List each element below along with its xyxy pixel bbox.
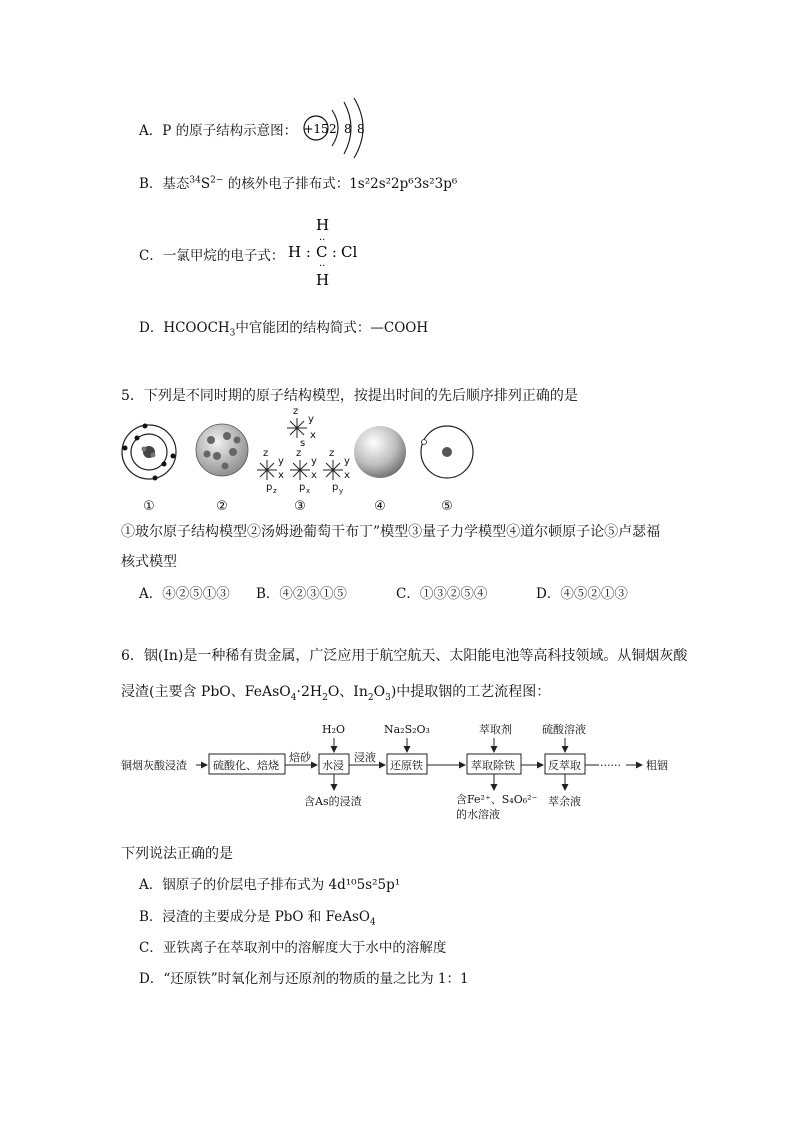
q6-stem2-b: ·2H (296, 684, 323, 700)
bohr-model (122, 424, 176, 481)
orbital-py-axis-y: y (344, 456, 350, 467)
q5-option-b: B．④②③①⑤ (256, 586, 347, 602)
flow-box2-label: 水浸 (322, 759, 344, 772)
orbital-px-sub: x (306, 487, 311, 495)
orbital-pz-axis-y: y (278, 456, 284, 467)
q6-stem2-e: )中提取铟的工艺流程图： (390, 684, 551, 700)
q6-option-b (139, 905, 376, 928)
ester-formula: HCOOCH (163, 320, 230, 336)
rutherford-model (421, 426, 473, 478)
orbital-py-axis-z: z (329, 448, 335, 459)
atomic-models-figure (115, 404, 485, 516)
dot-h-left: H (288, 243, 302, 261)
q6-ask: 下列说法正确的是 (121, 846, 233, 862)
plum-pudding-model (196, 424, 248, 476)
flow-box3-label: 还原铁 (390, 759, 423, 772)
orbital-px-axis-y: y (311, 456, 317, 467)
dalton-sphere-model (354, 426, 406, 478)
model-label-1: ① (143, 499, 155, 514)
process-flow-chart (118, 712, 688, 824)
q6-option-b-text: B．浸渣的主要成分是 PbO 和 FeAsO (139, 909, 370, 925)
q4-option-d-prefix: D． (139, 320, 164, 336)
dot-colon-left: : (306, 245, 311, 261)
q4-option-b-prefix: B．基态 (139, 176, 190, 192)
orbital-px-axis-x: x (311, 470, 317, 481)
q6-stem2-sub3: 2 (367, 692, 374, 703)
ester-formula-sub: 3 (229, 328, 236, 339)
q4-option-a-text: A．P 的原子结构示意图： (139, 123, 298, 139)
q4-option-b-mid: 的核外电子排布式： (223, 176, 350, 192)
orbital-s-axis-y: y (308, 414, 314, 425)
orbital-s-axis-x: x (310, 430, 316, 441)
q6-option-d: D．“还原铁”时氧化剂与还原剂的物质的量之比为 1：1 (139, 971, 469, 987)
q6-stem2-sub1: 4 (290, 692, 297, 703)
q5-stem: 5．下列是不同时期的原子结构模型，按提出时间的先后顺序排列正确的是 (121, 388, 578, 404)
model-label-3: ③ (294, 499, 306, 514)
orbital-pz-axis-z: z (263, 448, 269, 459)
q4-option-c-text: C．一氯甲烷的电子式： (139, 248, 285, 264)
orbital-px-label: p (299, 482, 306, 493)
q6-stem2-sub2: 2 (322, 692, 328, 703)
orbital-py-sub: y (339, 487, 344, 495)
q4-option-c (139, 244, 284, 264)
orbital-pz-axis-x: x (278, 470, 284, 481)
flow-end: 粗铟 (646, 759, 668, 772)
isotope-mass: 34 (189, 175, 201, 186)
q5-option-a: A．④②⑤①③ (139, 586, 230, 602)
shell-count-1: 2 (329, 122, 337, 136)
flow-box5-label: 反萃取 (548, 759, 581, 772)
flow-box1-label: 硫酸化、焙烧 (213, 759, 279, 772)
model-label-5: ⑤ (441, 499, 453, 514)
electron-dot-formula (286, 214, 366, 290)
flow-arrow2-label: 浸液 (354, 751, 376, 764)
q4-option-b (139, 172, 457, 192)
q6-option-c: C．亚铁离子在萃取剂中的溶解度大于水中的溶解度 (139, 940, 447, 956)
orbital-s-label: s (300, 438, 306, 449)
flow-arrow1-label: 焙砂 (289, 751, 311, 764)
flow-box4-label: 萃取除铁 (471, 759, 515, 772)
flow-output-residue: 含As的浸渣 (304, 795, 362, 808)
flow-input-water: H₂O (322, 723, 346, 736)
dot-h-bottom: H (316, 271, 330, 289)
model-label-2: ② (216, 499, 228, 514)
dot-cl-right: Cl (341, 243, 358, 261)
dot-colon-bottom: ·· (319, 261, 326, 272)
q6-stem2-c: O、In (327, 684, 368, 700)
q5-description-line1: ①玻尔原子结构模型②汤姆逊葡萄干布丁”模型③量子力学模型④道尔顿原子论⑤卢瑟福 (121, 524, 661, 540)
orbital-pz-label: p (266, 482, 273, 493)
orbital-px-axis-z: z (296, 448, 302, 459)
shell-count-2: 8 (344, 122, 352, 136)
atom-structure-diagram (296, 96, 386, 160)
dot-h-top: H (316, 216, 330, 234)
q5-option-d: D．④⑤②①③ (536, 586, 628, 602)
flow-input-thiosulfate: Na₂S₂O₃ (384, 723, 430, 736)
q4-option-a (139, 119, 297, 139)
q6-stem-line2 (121, 681, 550, 703)
q6-stem2-sub4: 3 (385, 692, 391, 703)
orbital-pz-sub: z (273, 487, 277, 495)
q5-description-line2: 核式模型 (121, 554, 177, 570)
orbital-py-axis-x: x (344, 470, 350, 481)
model-label-4: ④ (374, 499, 386, 514)
shell-count-3: 8 (357, 122, 365, 136)
q6-stem-line1: 6．铟(In)是一种稀有贵金属，广泛应用于航空航天、太阳能电池等高科技领域。从铜烟灰酸 (121, 648, 688, 664)
q6-stem2-a: 浸渣(主要含 PbO、FeAsO (121, 684, 291, 700)
q4-option-d (139, 316, 428, 339)
q6-stem2-d: O (373, 684, 386, 700)
q5-option-c: C．①③②⑤④ (396, 586, 488, 602)
flow-start: 铜烟灰酸浸渣 (121, 759, 187, 772)
dot-colon-right: : (332, 245, 337, 261)
nucleus-charge: +15 (303, 122, 329, 136)
flow-input-extractant: 萃取剂 (479, 723, 512, 736)
electron-config: 1s²2s²2p⁶3s²3p⁶ (349, 176, 458, 192)
orbital-py-label: p (332, 482, 339, 493)
q6-option-a: A．铟原子的价层电子排布式为 4d¹⁰5s²5p¹ (139, 877, 401, 893)
q6-option-b-sub: 4 (369, 917, 376, 928)
dot-colon-top: ·· (319, 235, 326, 246)
q4-option-d-suffix: 中官能团的结构简式：—COOH (235, 320, 429, 336)
flow-dots: ······ (600, 759, 621, 772)
flow-output-aqueous-1: 含Fe²⁺、S₄O₆²⁻ (456, 793, 538, 806)
ion-charge: 2− (210, 175, 224, 186)
dot-c-center: C (316, 243, 328, 261)
flow-input-acid: 硫酸溶液 (542, 723, 586, 736)
flow-output-aqueous-2: 的水溶液 (456, 808, 500, 821)
flow-output-raffinate: 萃余液 (548, 795, 581, 808)
orbital-s-axis-z: z (293, 406, 299, 417)
ion-symbol: S (200, 176, 211, 192)
